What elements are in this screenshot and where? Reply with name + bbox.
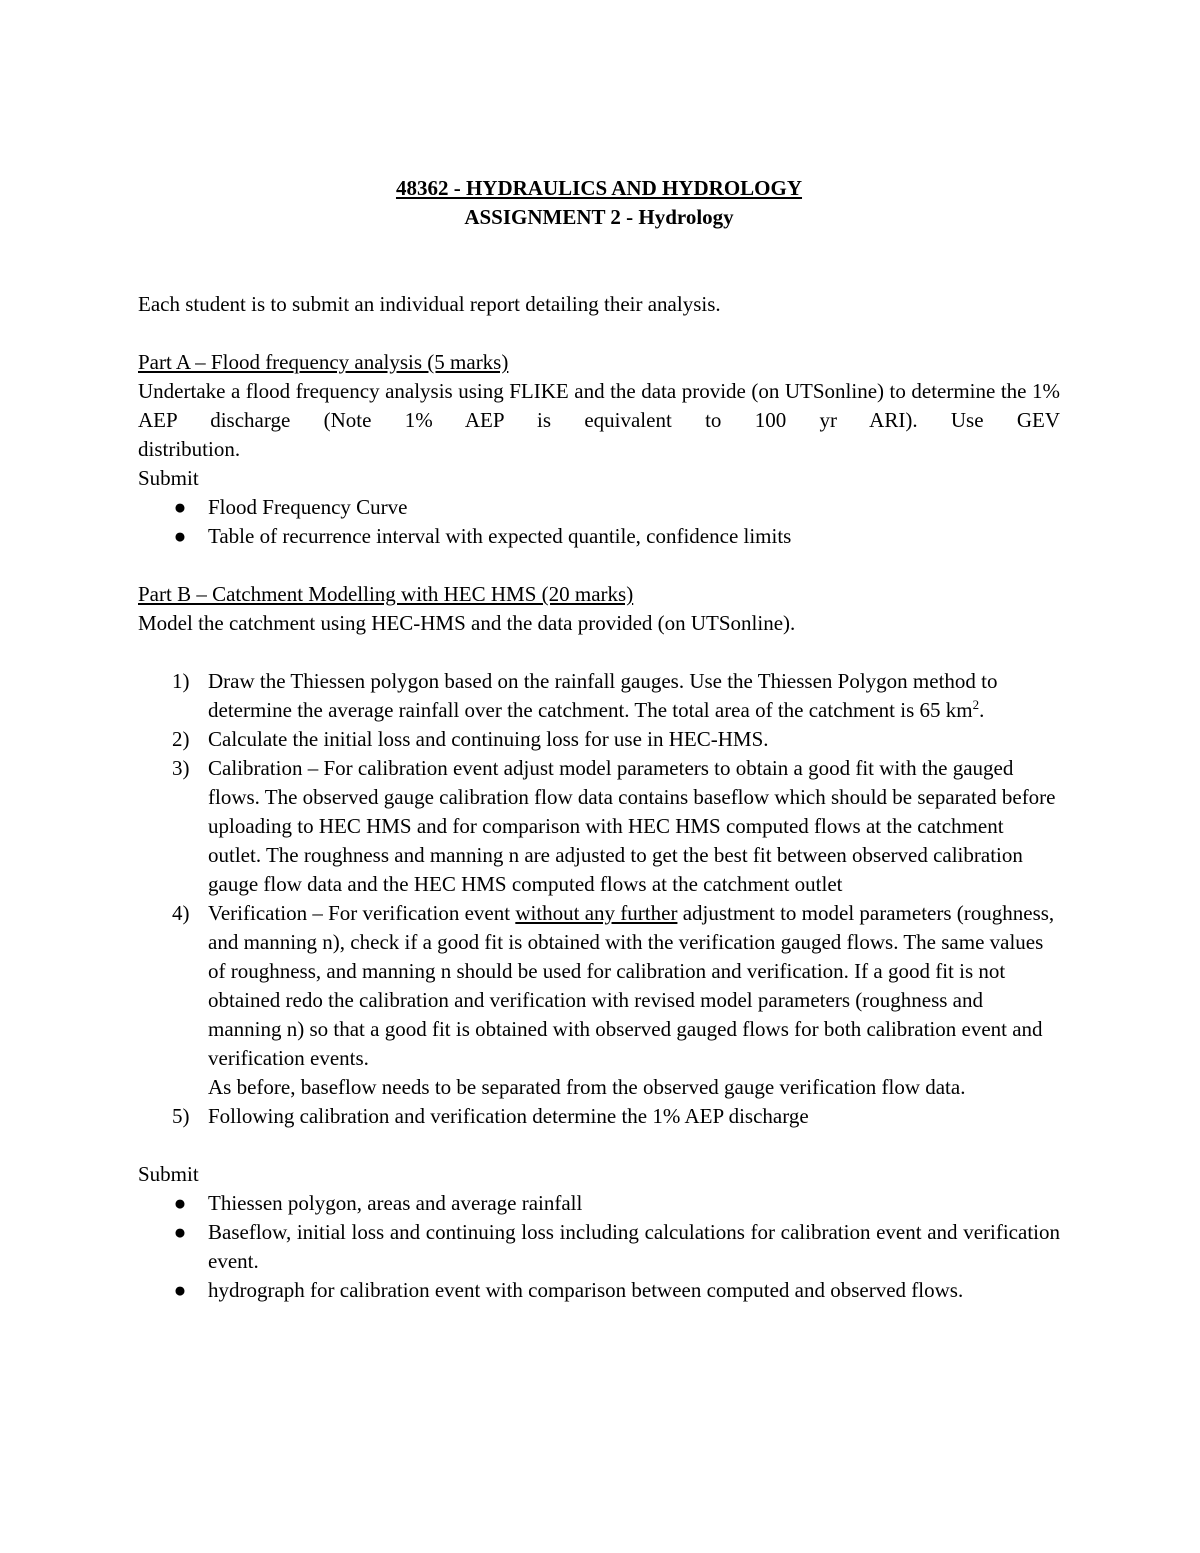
list-item: ● hydrograph for calibration event with comparison between computed and observed flows. [138,1276,1060,1305]
list-item: ● Flood Frequency Curve [138,493,1060,522]
step-item: 3) Calibration – For calibration event adjust model parameters to obtain a good fit with the gauged flows. The observed gauge calibration flow data contains baseflow which should be separated before uploading to HEC HMS and for comparison with HEC HMS computed flows at the catchment outlet. The roughness and manning n are adjusted to get the best fit between observed calibration gauge flow data and the HEC HMS computed flows at the catchment outlet [172,756,1056,896]
step-item: 1) Draw the Thiessen polygon based on the rainfall gauges. Use the Thiessen Polygon method to determine the average rainfall over the catchment. The total area of the catchment is 65 $km^2$. [172,669,998,722]
bullet-icon: ● [173,495,187,519]
bullet-icon: ● [173,524,187,548]
bullet-icon: ● [173,1191,187,1215]
list-item: ● Thiessen polygon, areas and average rainfall [138,1189,1060,1218]
part-b-steps [138,667,1060,1131]
document-page [138,174,1060,1305]
step-number: 2) [172,727,190,751]
step-item: 5) Following calibration and verification determine the 1% AEP discharge [138,1102,1060,1131]
step-number: 4) [172,901,190,925]
step-note: As before, baseflow needs to be separated from the observed gauge verification flow data. [208,1075,966,1099]
emphasis-underline: without any further [515,901,678,925]
part-a-submit-label: Submit [138,466,199,490]
step-item: 2) Calculate the initial loss and continuing loss for use in HEC-HMS. [138,725,1060,754]
bullet-icon: ● [173,1220,187,1244]
part-b-submit-list [138,1189,1060,1305]
part-a-body: Undertake a flood frequency analysis using FLIKE and the data provide (on UTSonline) to determine the 1% AEP discharge (Note 1% AEP is equivalent to 100 yr ARI). Use GEV [138,379,1060,432]
assignment-title: ASSIGNMENT 2 - Hydrology [464,205,734,229]
step-number: 1) [172,669,190,693]
step-number: 5) [172,1104,190,1128]
list-item: ● Table of recurrence interval with expected quantile, confidence limits [138,522,1060,551]
part-b-intro: Model the catchment using HEC-HMS and the data provided (on UTSonline). [138,611,796,635]
bullet-icon: ● [173,1278,187,1302]
course-title: 48362 - HYDRAULICS AND HYDROLOGY [395,176,803,200]
step-item: 4) Verification – For verification event without any further adjustment to model parameters (roughness, and manning n), check if a good fit is obtained with the verification gauged flows. The same values of roughness, and manning n should be used for calibration and verification. If a good fit is not obtained redo the calibration and verification with revised model parameters (roughness and manning n) so that a good fit is obtained with observed gauged flows for both calibration event and verification events. As before, baseflow needs to be separated from the observed gauge verification flow data. [172,901,1055,1099]
part-b-heading: Part B – Catchment Modelling with HEC HMS (20 marks) [138,582,634,606]
part-a-heading: Part A – Flood frequency analysis (5 marks) [138,350,509,374]
part-a-body-end: distribution. [138,437,241,461]
part-a-submit-list [138,493,1060,551]
part-a-section [138,348,1060,551]
step-number: 3) [172,756,190,780]
list-item: ● Baseflow, initial loss and continuing loss including calculations for calibration event and verification event. [138,1218,1060,1276]
part-b-section [138,580,1060,1305]
part-b-submit-label: Submit [138,1162,199,1186]
intro-text: Each student is to submit an individual report detailing their analysis. [138,292,721,316]
